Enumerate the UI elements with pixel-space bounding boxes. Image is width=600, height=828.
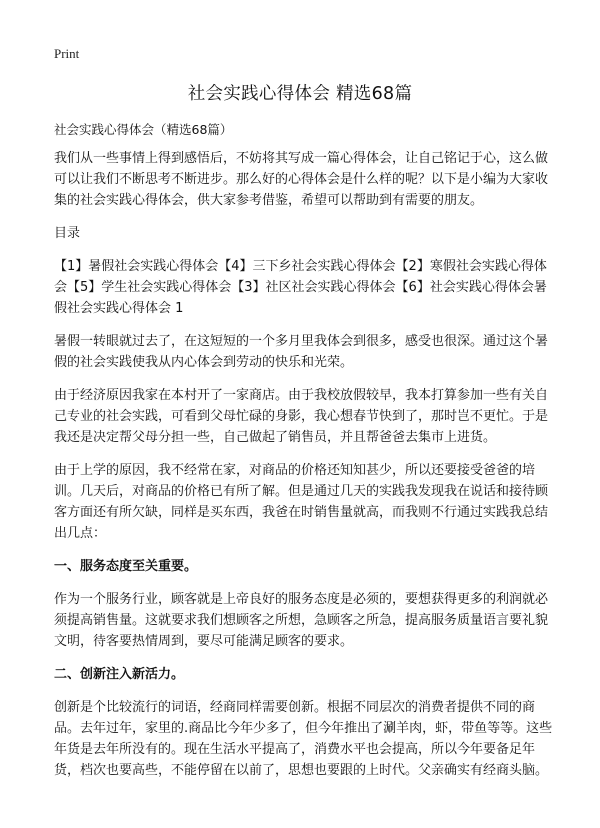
page-title: 社会实践心得体会 精选68篇 xyxy=(187,84,413,104)
section-heading-service: 一、服务态度至关重要。 xyxy=(54,559,198,574)
body-paragraph: 由于经济原因我家在本村开了一家商店。由于我校放假较早，我本打算参加一些有关自己专业的社会实践，可看到父母忙碌的身影，我心想春节快到了，那时岂不更忙。于是我还是决定帮父母分担一些，自己做起了销售员，并且帮爸爸去集市上进货。 xyxy=(54,388,549,445)
article-body xyxy=(54,148,554,793)
body-paragraph: 暑假一转眼就过去了，在这短短的一个多月里我体会到很多，感受也很深。通过这个暑假的社会实践使我从内心体会到劳动的快乐和光荣。 xyxy=(54,334,549,370)
print-link[interactable]: Print xyxy=(54,46,80,61)
document-subtitle: 社会实践心得体会（精选68篇） xyxy=(54,122,233,137)
toc-heading: 目录 xyxy=(54,226,81,241)
body-paragraph: 由于上学的原因，我不经常在家，对商品的价格还知知甚少，所以还要接受爸爸的培训。几天后，对商品的价格已有所了解。但是通过几天的实践我发现我在说话和接待顾客方面还有所欠缺，同样是买东西，我爸在时销售量就高，而我则不行通过实践我总结出几点： xyxy=(54,463,549,541)
section-paragraph-innovation: 创新是个比较流行的词语，经商同样需要创新。根据不同层次的消费者提供不同的商品。去年过年，家里的.商品比今年少多了，但今年推出了涮羊肉，虾，带鱼等等。这些年货是去年所没有的。现在生活水平提高了，消费水平也会提高，所以今年要备足年货，档次也要高些，不能停留在以前了，思想也要跟的上时代。父亲确实有经商头脑。 xyxy=(54,700,553,778)
intro-paragraph: 我们从一些事情上得到感悟后，不妨将其写成一篇心得体会，让自己铭记于心，这么做可以让我们不断思考不断进步。那么好的心得体会是什么样的呢？以下是小编为大家收集的社会实践心得体会，供大家参考借鉴，希望可以帮助到有需要的朋友。 xyxy=(54,151,549,208)
section-paragraph-service: 作为一个服务行业，顾客就是上帝良好的服务态度是必须的，要想获得更多的利润就必须提高销售量。这就要求我们想顾客之所想，急顾客之所急，提高服务质量语言要礼貌文明，待客要热情周到，要尽可能满足顾客的要求。 xyxy=(54,592,549,649)
table-of-contents[interactable]: 【1】暑假社会实践心得体会【4】三下乡社会实践心得体会【2】寒假社会实践心得体会【5】学生社会实践心得体会【3】社区社会实践心得体会【6】社会实践心得体会暑假社会实践心得体会 1 xyxy=(54,259,547,316)
section-heading-innovation: 二、创新注入新活力。 xyxy=(54,667,185,682)
